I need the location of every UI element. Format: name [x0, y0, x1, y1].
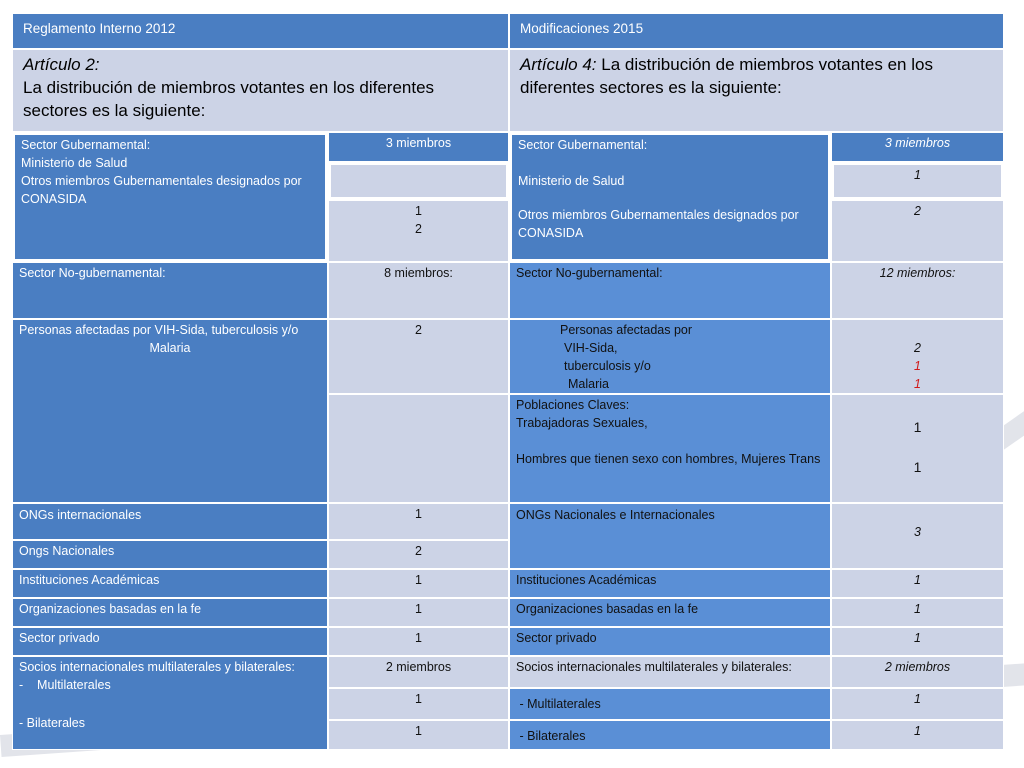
gov-left-values: [328, 200, 509, 262]
article-left: [12, 49, 509, 132]
gov-left-line: Ministerio de Salud: [21, 156, 128, 170]
gov-left-line: Otros miembros Gubernamentales designados por CONASIDA: [21, 174, 302, 206]
header-right: Modificaciones 2015: [509, 13, 1004, 49]
spacer: [518, 190, 822, 206]
socios-right-title: Socios internacionales multilaterales y bilaterales:: [509, 656, 831, 688]
article-right-text: La distribución de miembros votantes en los diferentes sectores es la siguiente:: [520, 55, 933, 97]
keypop-title: Poblaciones Claves:: [516, 398, 630, 412]
affected-right-value: 2: [914, 341, 921, 355]
affected-left-line2: Malaria: [149, 341, 191, 355]
row-faith-right: Organizaciones basadas en la fe: [509, 598, 831, 627]
nongov-right-label: Sector No-gubernamental:: [509, 262, 831, 319]
spacer: [838, 437, 997, 457]
spacer: [19, 694, 321, 714]
row-private-right: Sector privado: [509, 627, 831, 656]
gov-right-value1: 1: [831, 162, 1004, 200]
socios-left-bi: - Bilaterales: [19, 716, 85, 730]
gov-right-others: Otros miembros Gubernamentales designados por CONASIDA: [518, 208, 799, 240]
socios-right-bi: - Bilaterales: [509, 720, 831, 750]
keypop-right-label: [509, 394, 831, 503]
row-faith-right-count: 1: [831, 598, 1004, 627]
row-academic-right-count: 1: [831, 569, 1004, 598]
keypop-value: 1: [913, 459, 922, 475]
row-academic-right: Instituciones Académicas: [509, 569, 831, 598]
affected-left-line1: Personas afectadas por VIH-Sida, tuberculosis y/o: [19, 323, 299, 337]
affected-left-empty: [328, 394, 509, 503]
row-academic-left-count: 1: [328, 569, 509, 598]
row-private-right-count: 1: [831, 627, 1004, 656]
row-private-left: Sector privado: [12, 627, 328, 656]
affected-right-line: Personas afectadas por: [560, 323, 693, 337]
spacer: [516, 432, 824, 450]
affected-right-label: [509, 319, 831, 394]
gov-left-line: Sector Gubernamental:: [21, 138, 151, 152]
article-left-text: La distribución de miembros votantes en los diferentes sectores es la siguiente:: [23, 78, 435, 120]
affected-right-line: VIH-Sida,: [564, 341, 618, 355]
affected-right-values: [831, 319, 1004, 394]
gov-left-value: 1: [415, 204, 422, 218]
socios-right-multi-count: 1: [831, 688, 1004, 720]
keypop-line2: Hombres que tienen sexo con hombres, Mujeres Trans: [516, 452, 821, 466]
socios-left-label: [12, 656, 328, 750]
gov-right-ministry: Ministerio de Salud: [518, 174, 625, 188]
gov-left-label: [12, 132, 328, 262]
socios-left-v1: 1: [328, 688, 509, 720]
affected-right-line: tuberculosis y/o: [564, 359, 651, 373]
ongs-nat-label: Ongs Nacionales: [12, 540, 328, 569]
affected-right-line: Malaria: [568, 377, 609, 391]
socios-right-bi-count: 1: [831, 720, 1004, 750]
socios-left-multi: - Multilaterales: [19, 678, 111, 692]
ongs-intl-label: ONGs internacionales: [12, 503, 328, 540]
keypop-right-values: [831, 394, 1004, 503]
keypop-line1: Trabajadoras Sexuales,: [516, 416, 648, 430]
row-faith-left: Organizaciones basadas en la fe: [12, 598, 328, 627]
nongov-right-count: 12 miembros:: [831, 262, 1004, 319]
gov-right-count: 3 miembros: [831, 132, 1004, 162]
row-academic-left: Instituciones Académicas: [12, 569, 328, 598]
gov-left-value: 2: [415, 222, 422, 236]
socios-right-multi: - Multilaterales: [509, 688, 831, 720]
gov-right-label: [509, 132, 831, 262]
affected-left-label: [12, 319, 328, 503]
header-left: Reglamento Interno 2012: [12, 13, 509, 49]
row-private-left-count: 1: [328, 627, 509, 656]
article-left-label: Artículo 2:: [23, 55, 100, 74]
nongov-left-count: 8 miembros:: [328, 262, 509, 319]
article-right: [509, 49, 1004, 132]
row-faith-left-count: 1: [328, 598, 509, 627]
affected-left-count: 2: [328, 319, 509, 394]
ongs-right-count: 3: [831, 503, 1004, 569]
gov-right-title: Sector Gubernamental:: [518, 138, 648, 152]
ongs-nat-count: 2: [328, 540, 509, 569]
socios-right-count: 2 miembros: [831, 656, 1004, 688]
affected-right-value: 1: [914, 377, 921, 391]
socios-left-v2: 1: [328, 720, 509, 750]
gov-left-empty: [328, 162, 509, 200]
gov-right-value2: 2: [831, 200, 1004, 262]
socios-left-title: Socios internacionales multilaterales y bilaterales:: [19, 660, 295, 674]
socios-left-count: 2 miembros: [328, 656, 509, 688]
keypop-value: 1: [913, 419, 922, 435]
article-right-label: Artículo 4:: [520, 55, 597, 74]
spacer: [518, 154, 822, 172]
affected-right-value: 1: [914, 359, 921, 373]
nongov-left-label: Sector No-gubernamental:: [12, 262, 328, 319]
ongs-intl-count: 1: [328, 503, 509, 540]
ongs-right-label: ONGs Nacionales e Internacionales: [509, 503, 831, 569]
gov-left-count: 3 miembros: [328, 132, 509, 162]
